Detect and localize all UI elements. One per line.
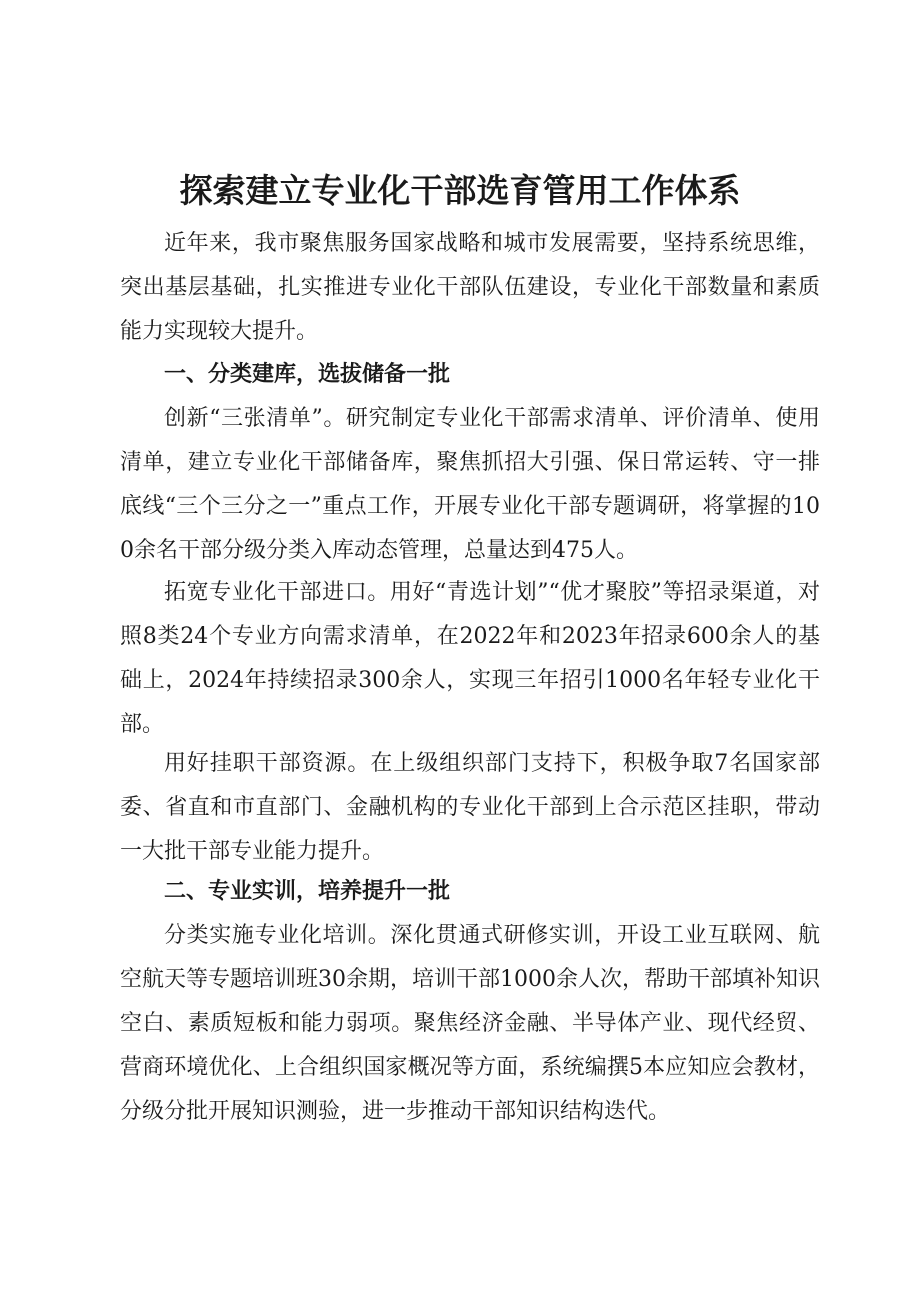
section-heading-2: 二、专业实训，培养提升一批 [164,879,451,904]
section-2-paragraph-1: 分类实施专业化培训。深化贯通式研修实训，开设工业互联网、航空航天等专题培训班30余期，培训干部1000余人次，帮助干部填补知识空白、素质短板和能力弱项。聚焦经济金融、半导体产业、现代经贸、营商环境优化、上合组织国家概况等方面，系统编撰5本应知应会教材，分级分批开展知识测验，进一步推动干部知识结构迭代。 [120,923,820,1124]
section-heading-1: 一、分类建库，选拔储备一批 [164,362,451,387]
intro-paragraph: 近年来，我市聚焦服务国家战略和城市发展需要，坚持系统思维，突出基层基础，扎实推进专业化干部队伍建设，专业化干部数量和素质能力实现较大提升。 [120,231,820,344]
section-1-paragraph-3: 用好挂职干部资源。在上级组织部门支持下，积极争取7名国家部委、省直和市直部门、金融机构的专业化干部到上合示范区挂职，带动一大批干部专业能力提升。 [120,751,820,864]
section-1-paragraph-2: 拓宽专业化干部进口。用好“青选计划”“优才聚胶”等招录渠道，对照8类24个专业方向需求清单，在2022年和2023年招录600余人的基础上，2024年持续招录300余人，实现三年招引1000名年轻专业化干部。 [120,580,820,737]
document-title: 探索建立专业化干部选育管用工作体系 [179,171,741,210]
section-1-paragraph-1: 创新“三张清单”。研究制定专业化干部需求清单、评价清单、使用清单，建立专业化干部储备库，聚焦抓招大引强、保日常运转、守一排底线“三个三分之一”重点工作，开展专业化干部专题调研，将掌握的100余名干部分级分类入库动态管理，总量达到475人。 [120,406,820,563]
